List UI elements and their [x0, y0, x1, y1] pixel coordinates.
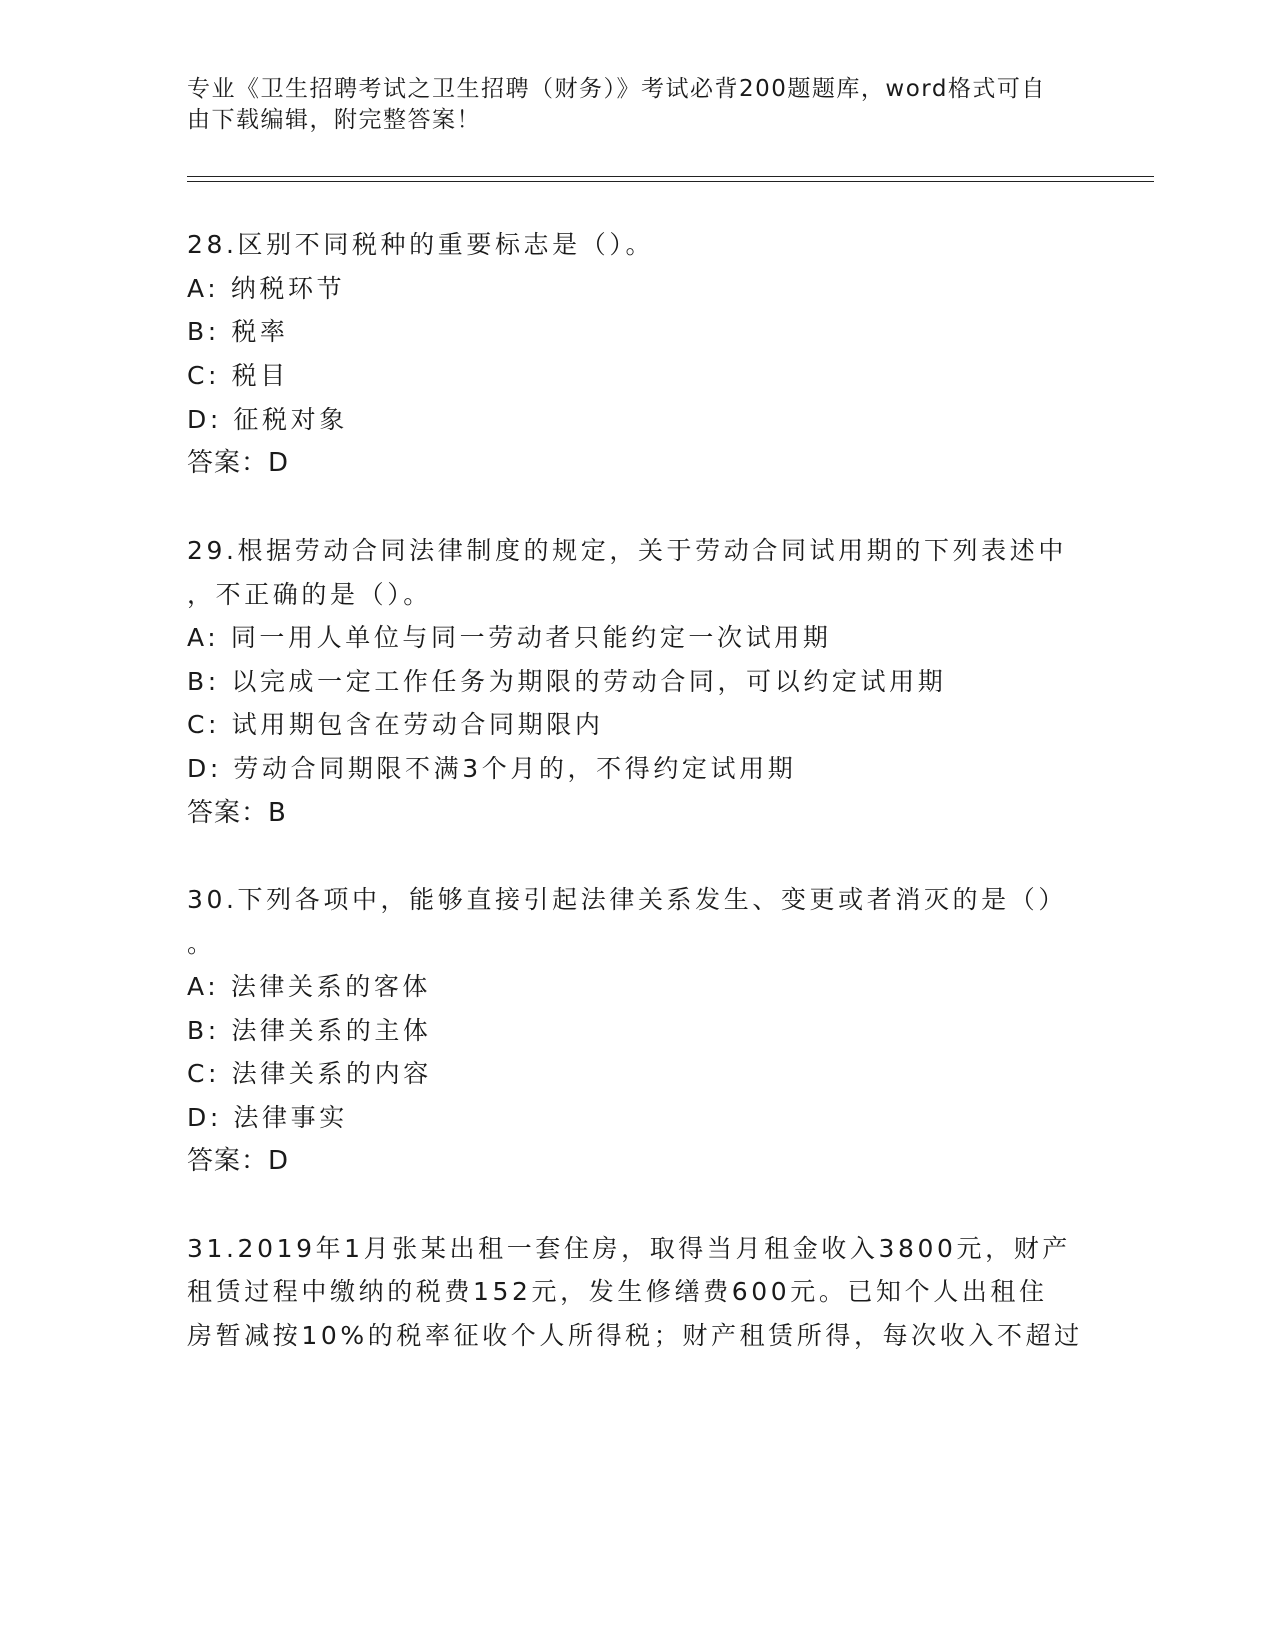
question-30-option-d: D: 法律事实 [187, 1103, 348, 1132]
question-31-stem-line-3: 房暂减按10%的税率征收个人所得税；财产租赁所得，每次收入不超过 [187, 1321, 1083, 1350]
question-28-option-c: C: 税目 [187, 361, 289, 390]
question-28-answer: 答案：D [187, 448, 290, 478]
question-29-option-b: B: 以完成一定工作任务为期限的劳动合同，可以约定试用期 [187, 667, 947, 696]
question-29-answer: 答案：B [187, 798, 287, 828]
question-30-stem-line-2: 。 [187, 929, 216, 958]
header-title-line-2: 由下载编辑，附完整答案！ [187, 107, 481, 133]
header-title-line-1: 专业《卫生招聘考试之卫生招聘（财务）》考试必背200题题库，word格式可自 [187, 76, 1046, 102]
header-divider-bottom [187, 181, 1154, 182]
document-header [187, 74, 1087, 136]
question-28-option-b: B: 税率 [187, 317, 289, 346]
question-30-option-b: B: 法律关系的主体 [187, 1016, 432, 1045]
question-30-option-c: C: 法律关系的内容 [187, 1059, 432, 1088]
question-31-stem-line-2: 租赁过程中缴纳的税费152元，发生修缮费600元。已知个人出租住 [187, 1277, 1048, 1306]
question-28-option-d: D: 征税对象 [187, 405, 348, 434]
question-29-option-c: C: 试用期包含在劳动合同期限内 [187, 710, 604, 739]
question-30-option-a: A: 法律关系的客体 [187, 972, 432, 1001]
question-30-answer: 答案：D [187, 1146, 290, 1176]
question-29-option-a: A: 同一用人单位与同一劳动者只能约定一次试用期 [187, 623, 832, 652]
header-divider-top [187, 176, 1154, 177]
question-29-stem-line-2: ，不正确的是（）。 [187, 580, 432, 609]
question-30-stem-line-1: 30.下列各项中，能够直接引起法律关系发生、变更或者消灭的是（） [187, 885, 1067, 914]
question-29-option-d: D: 劳动合同期限不满3个月的，不得约定试用期 [187, 754, 797, 783]
question-31-stem-line-1: 31.2019年1月张某出租一套住房，取得当月租金收入3800元，财产 [187, 1234, 1071, 1263]
question-29-stem-line-1: 29.根据劳动合同法律制度的规定，关于劳动合同试用期的下列表述中 [187, 536, 1067, 565]
question-28-stem: 28.区别不同税种的重要标志是（）。 [187, 230, 655, 259]
question-28-option-a: A: 纳税环节 [187, 274, 346, 303]
